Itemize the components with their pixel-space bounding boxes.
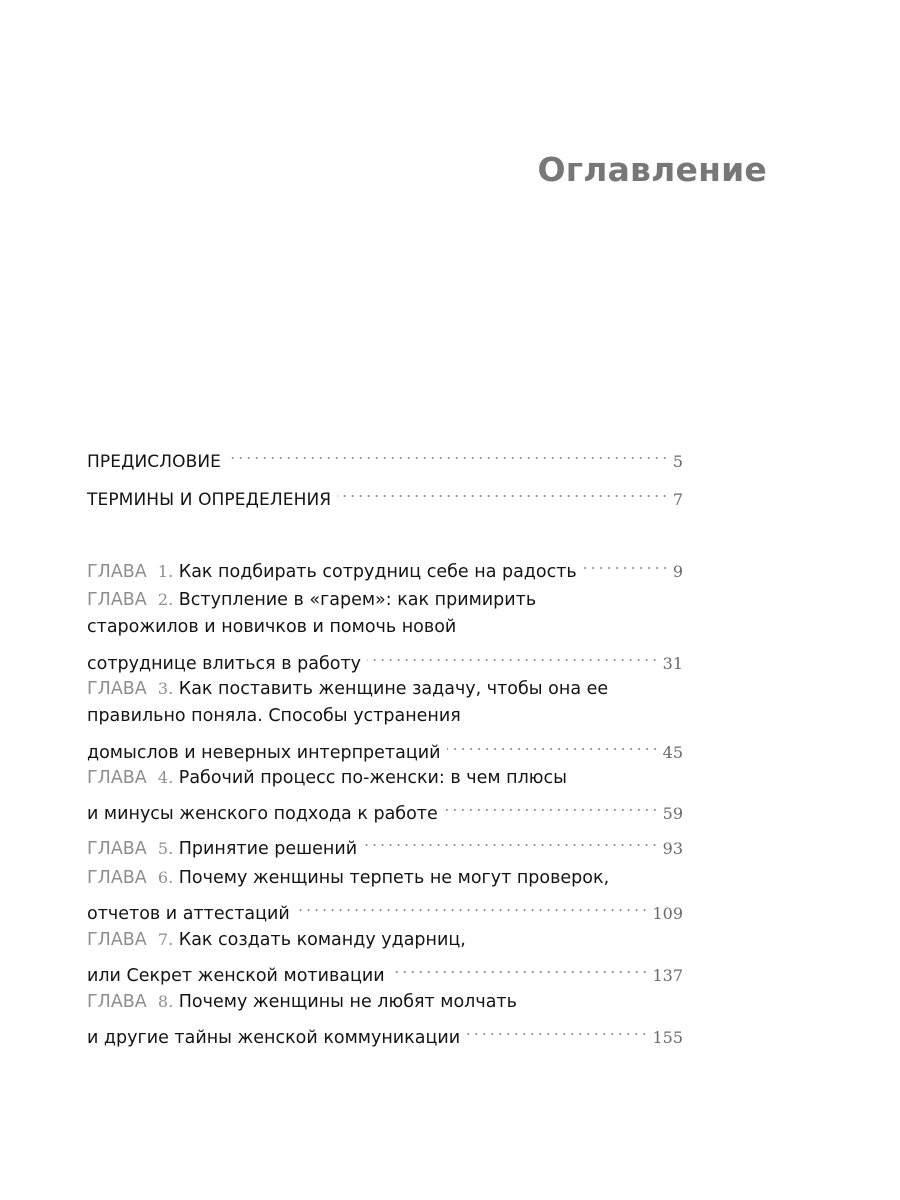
dot-leader: [466, 1016, 648, 1044]
chapter-label: ГЛАВА: [87, 868, 147, 888]
toc-entry-title: ПРЕДИСЛОВИЕ: [87, 451, 222, 472]
dot-leader: [391, 954, 649, 982]
dot-leader: [363, 826, 659, 854]
toc-page-number: 9: [672, 561, 683, 581]
dot-leader: [447, 730, 659, 758]
toc-entry-title: Принятие решений: [178, 838, 358, 859]
chapter-label: ГЛАВА: [87, 838, 147, 859]
dot-leader: [444, 792, 659, 820]
toc-entry-title-line: Почему женщины не любят молчать: [178, 992, 517, 1012]
toc-page-number: 45: [662, 742, 683, 762]
toc-page-number: 93: [662, 838, 683, 858]
chapter-number: 1.: [157, 561, 174, 581]
toc-entry-chapter-4: [87, 764, 683, 824]
toc-entry-title-line: и другие тайны женской коммуникации: [87, 1028, 461, 1048]
toc-entry-title-line: правильно поняла. Способы устранения: [87, 705, 461, 726]
toc-entry-title-line: отчетов и аттестаций: [87, 904, 290, 924]
toc-entry-title-line: или Секрет женской мотивации: [87, 966, 385, 986]
chapter-label: ГЛАВА: [87, 992, 147, 1012]
toc-page-number: 59: [662, 804, 683, 823]
chapter-number: 5.: [157, 838, 174, 858]
chapter-number: 8.: [157, 992, 174, 1011]
toc-page-number: 155: [652, 1028, 683, 1047]
chapter-label: ГЛАВА: [87, 930, 147, 950]
toc-entry-title-line: сотруднице влиться в работу: [87, 653, 361, 674]
toc-entry-title-line: Почему женщины терпеть не могут проверок,: [178, 868, 610, 888]
toc-entry-title-line: Как поставить женщине задачу, чтобы она ее: [178, 679, 609, 699]
chapter-number: 3.: [157, 679, 174, 698]
chapter-number: 6.: [157, 868, 174, 887]
toc-entry-title: Как подбирать сотрудниц себе на радость: [178, 561, 577, 582]
toc-entry-chapter-3: [87, 675, 683, 763]
chapter-label: ГЛАВА: [87, 561, 147, 582]
toc-entry-title-line: Вступление в «гарем»: как примирить: [178, 590, 537, 610]
dot-leader: [367, 641, 659, 669]
toc-entry-terms: [87, 477, 683, 510]
toc-page-number: 137: [652, 966, 683, 985]
toc-entry-preface: [87, 439, 683, 472]
toc-entry-chapter-7: [87, 926, 683, 986]
chapter-number: 7.: [157, 930, 174, 949]
toc-entry-chapter-6: [87, 864, 683, 924]
toc-page-number: 31: [662, 653, 683, 673]
toc-entry-title-line: домыслов и неверных интерпретаций: [87, 742, 441, 763]
toc-entry-title: ТЕРМИНЫ И ОПРЕДЕЛЕНИЯ: [87, 489, 332, 510]
dot-leader: [227, 439, 669, 467]
chapter-number: 2.: [157, 590, 174, 609]
chapter-label: ГЛАВА: [87, 679, 147, 699]
toc-entry-title-line: Рабочий процесс по-женски: в чем плюсы: [178, 768, 567, 788]
toc-entry-chapter-2: [87, 586, 683, 674]
chapter-label: ГЛАВА: [87, 768, 147, 788]
dot-leader: [296, 892, 649, 920]
toc-page-number: 5: [672, 451, 683, 471]
toc-page-number: 7: [672, 489, 683, 509]
toc-entry-chapter-8: [87, 988, 683, 1048]
toc-entry-chapter-5: [87, 826, 683, 859]
dot-leader: [337, 477, 669, 505]
page-title: Оглавление: [537, 150, 767, 189]
dot-leader: [583, 549, 669, 577]
toc-entry-title-line: Как создать команду ударниц,: [178, 930, 466, 950]
chapter-label: ГЛАВА: [87, 590, 147, 610]
toc-entry-title-line: старожилов и новичков и помочь новой: [87, 616, 457, 637]
toc-page-number: 109: [652, 904, 683, 923]
chapter-number: 4.: [157, 768, 174, 787]
toc-entry-chapter-1: [87, 549, 683, 582]
toc-entry-title-line: и минусы женского подхода к работе: [87, 804, 438, 824]
